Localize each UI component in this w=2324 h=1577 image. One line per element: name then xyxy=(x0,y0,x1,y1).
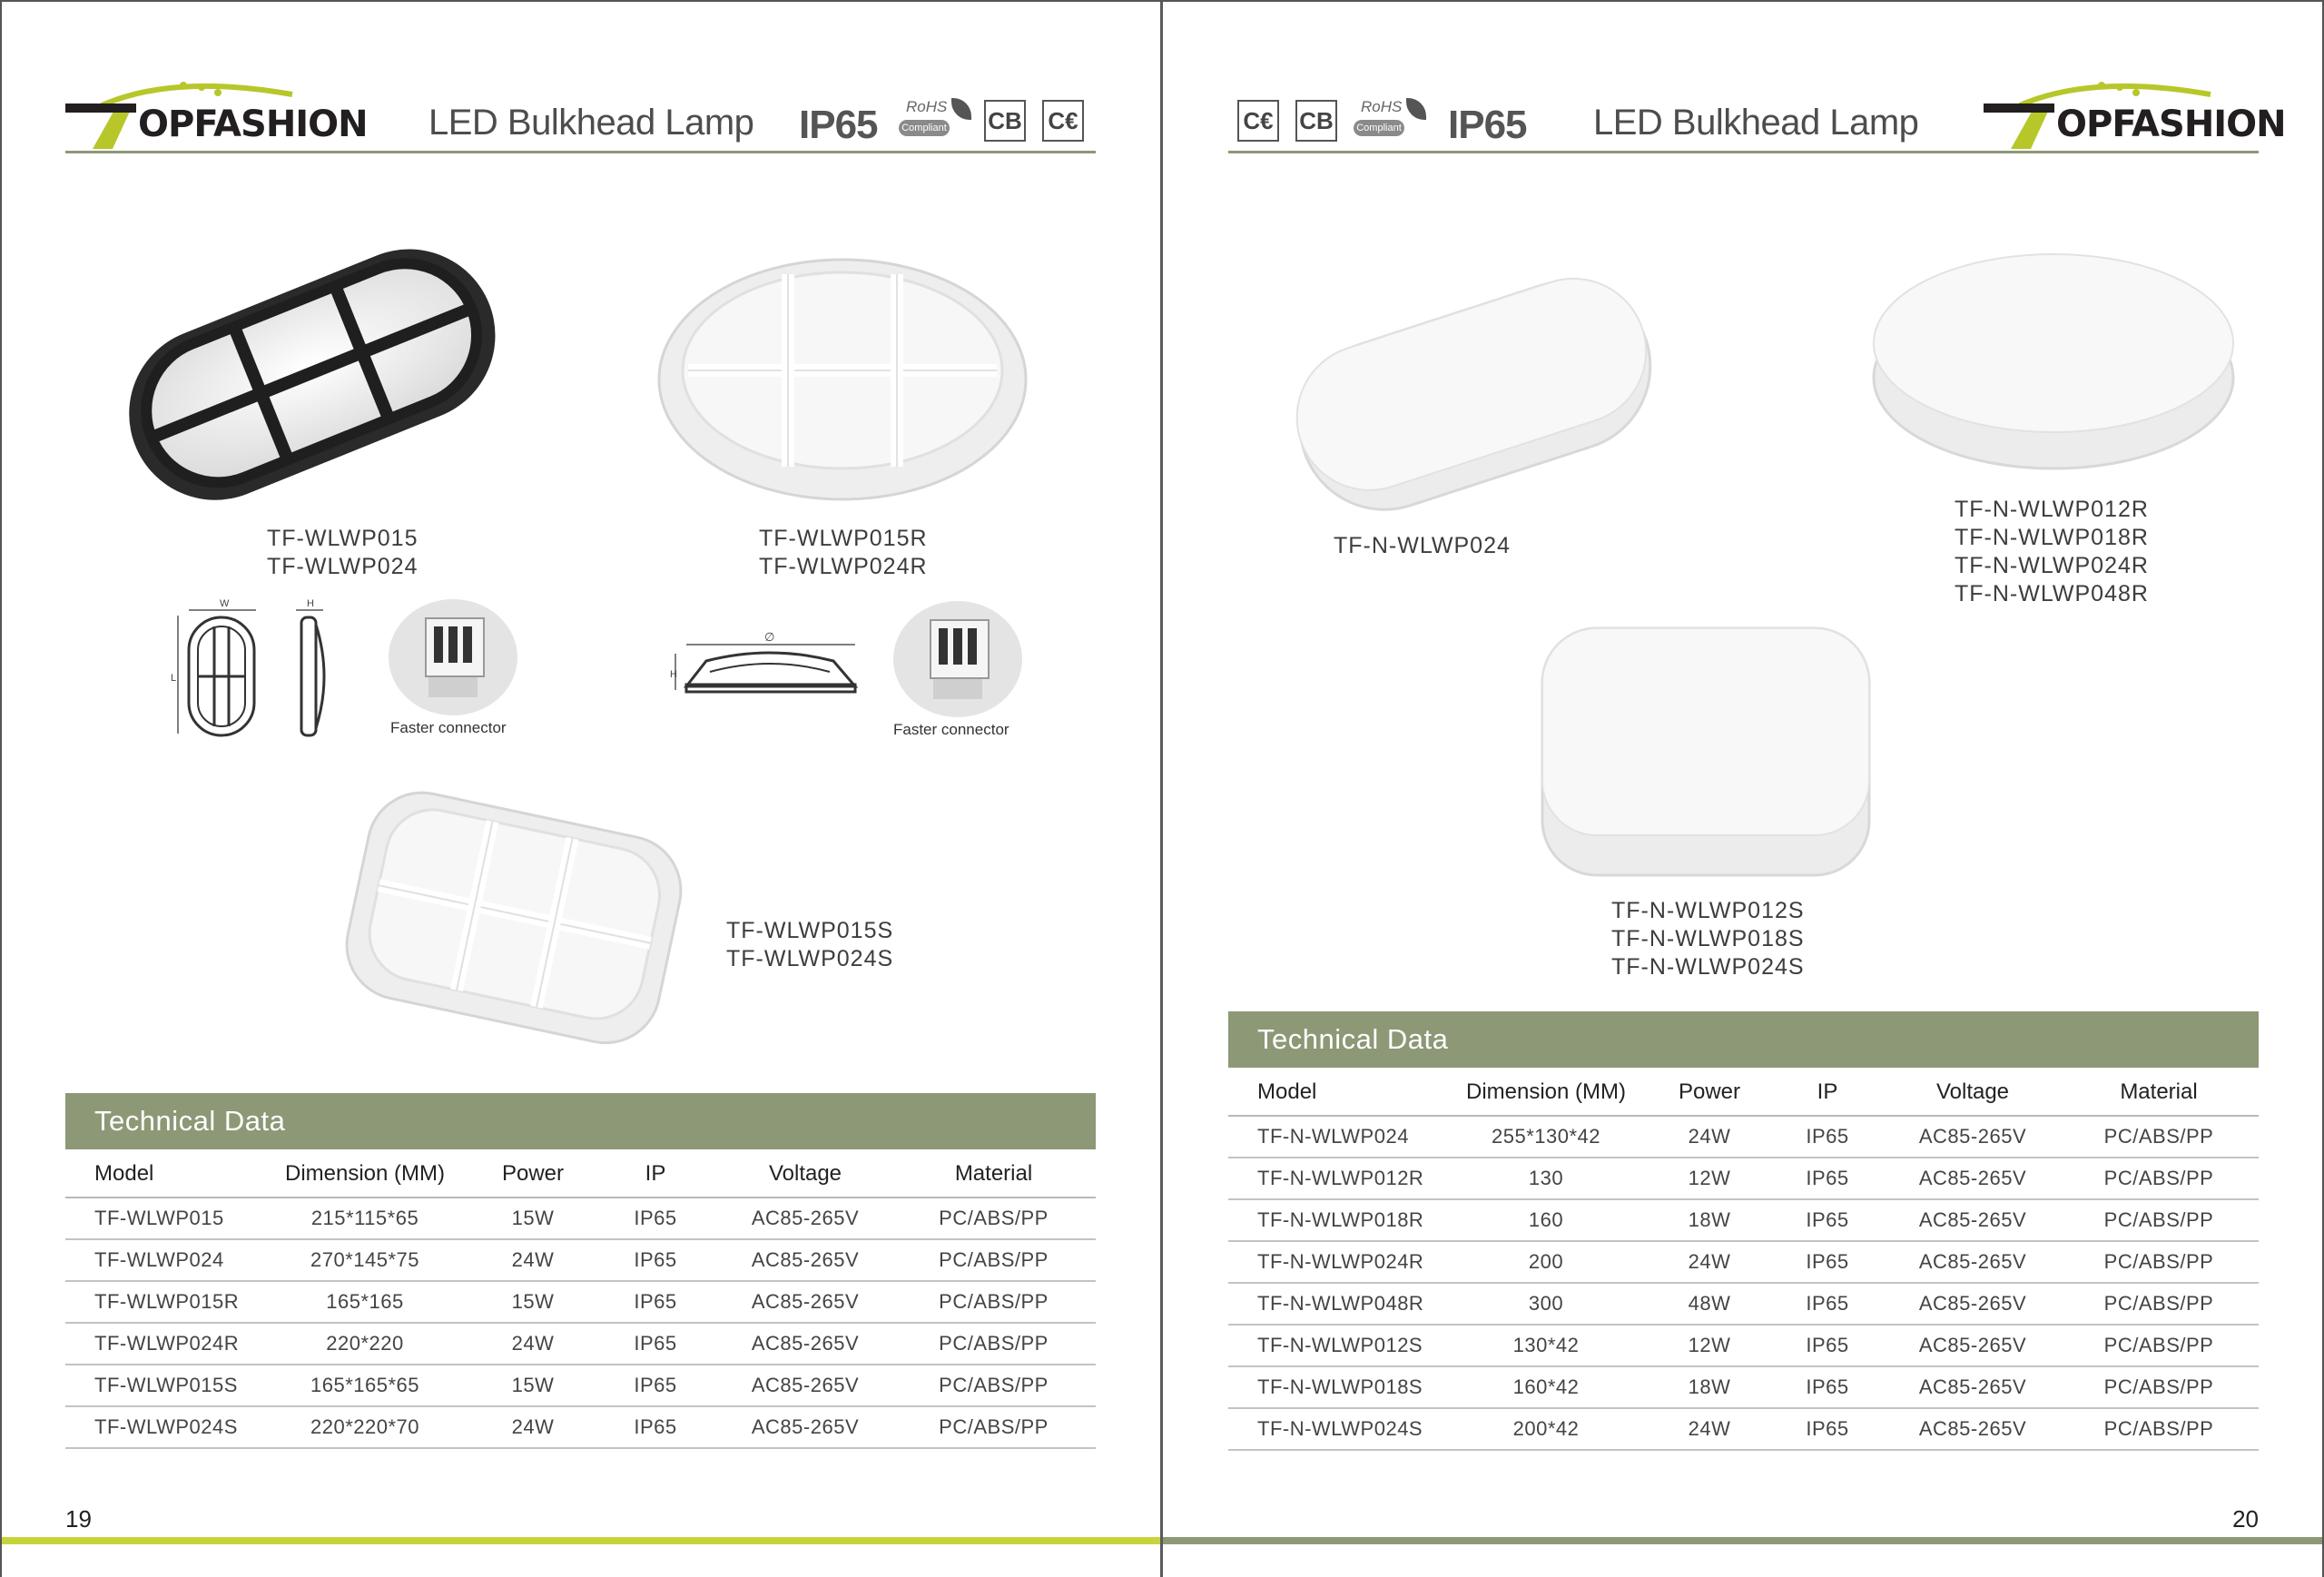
leaf-icon xyxy=(1406,98,1426,120)
table-row xyxy=(1228,1366,2259,1408)
table-cell: TF-N-WLWP018S xyxy=(1228,1366,1442,1408)
table-cell: IP65 xyxy=(1768,1199,1886,1241)
table-row xyxy=(1228,1325,2259,1366)
table-cell: 220*220 xyxy=(256,1323,474,1365)
table-cell: PC/ABS/PP xyxy=(891,1365,1096,1406)
page-number: 19 xyxy=(65,1505,92,1533)
table-cell: IP65 xyxy=(1768,1116,1886,1158)
table-cell: TF-WLWP015S xyxy=(65,1365,256,1406)
technical-data-header: Technical Data xyxy=(1228,1011,2259,1068)
table-cell: 24W xyxy=(1650,1116,1768,1158)
brand-logo xyxy=(65,78,368,151)
table-cell: TF-WLWP015R xyxy=(65,1281,256,1323)
table-cell: AC85-265V xyxy=(1886,1408,2059,1450)
table-cell: IP65 xyxy=(592,1406,719,1448)
table-cell: IP65 xyxy=(1768,1325,1886,1366)
column-header: IP xyxy=(1768,1069,1886,1116)
table-cell: AC85-265V xyxy=(1886,1366,2059,1408)
header-rule xyxy=(65,151,1096,153)
footer-bar xyxy=(0,1537,1161,1544)
table-cell: 160 xyxy=(1442,1199,1650,1241)
table-cell: 270*145*75 xyxy=(256,1239,474,1281)
dimension-diameter: ∅ xyxy=(764,630,775,644)
table-header-row xyxy=(65,1151,1096,1198)
catalog-page-19 xyxy=(0,0,1161,1577)
table-row xyxy=(65,1406,1096,1448)
product-image-oval-black xyxy=(102,225,519,507)
table-cell: 15W xyxy=(474,1281,592,1323)
product-image-round-plain xyxy=(1867,241,2240,478)
table-cell: 24W xyxy=(474,1406,592,1448)
table-cell: 12W xyxy=(1650,1325,1768,1366)
product-image-oval-white xyxy=(1279,258,1660,521)
table-cell: TF-WLWP024R xyxy=(65,1323,256,1365)
table-cell: 15W xyxy=(474,1198,592,1239)
product-caption: TF-N-WLWP024 xyxy=(1334,533,1511,558)
table-cell: 24W xyxy=(474,1239,592,1281)
column-header: Model xyxy=(65,1151,256,1198)
table-cell: PC/ABS/PP xyxy=(2059,1408,2259,1450)
table-cell: AC85-265V xyxy=(1886,1199,2059,1241)
rohs-badge xyxy=(1350,94,1428,142)
rohs-text: RoHS xyxy=(1361,98,1403,115)
table-cell: PC/ABS/PP xyxy=(891,1323,1096,1365)
table-cell: IP65 xyxy=(592,1198,719,1239)
table-cell: AC85-265V xyxy=(1886,1283,2059,1325)
table-cell: PC/ABS/PP xyxy=(2059,1158,2259,1199)
table-cell: PC/ABS/PP xyxy=(2059,1116,2259,1158)
table-cell: IP65 xyxy=(1768,1241,1886,1283)
brand-logo xyxy=(1984,78,2286,151)
table-cell: TF-WLWP024 xyxy=(65,1239,256,1281)
product-image-square-plain xyxy=(1533,616,1878,888)
table-cell: IP65 xyxy=(592,1239,719,1281)
column-header: Material xyxy=(891,1151,1096,1198)
technical-data-header: Technical Data xyxy=(65,1093,1096,1149)
product-caption: TF-WLWP015R TF-WLWP024R xyxy=(759,526,928,579)
ce-mark: C€ xyxy=(1237,100,1279,142)
table-cell: 300 xyxy=(1442,1283,1650,1325)
table-row xyxy=(1228,1199,2259,1241)
page-title: LED Bulkhead Lamp xyxy=(1593,103,1919,143)
connector-label: Faster connector xyxy=(893,721,1009,738)
table-row xyxy=(1228,1116,2259,1158)
column-header: IP xyxy=(592,1151,719,1198)
product-caption: TF-WLWP015S TF-WLWP024S xyxy=(726,918,894,971)
table-row xyxy=(1228,1158,2259,1199)
table-cell: PC/ABS/PP xyxy=(891,1281,1096,1323)
dimension-drawing-oval xyxy=(169,597,341,743)
connector-label: Faster connector xyxy=(390,719,507,736)
table-cell: AC85-265V xyxy=(719,1365,891,1406)
table-cell: IP65 xyxy=(1768,1408,1886,1450)
connector-photo xyxy=(389,599,517,715)
ip65-mark: IP65 xyxy=(1448,103,1527,147)
table-cell: 165*165*65 xyxy=(256,1365,474,1406)
product-image-round-white xyxy=(652,243,1033,507)
table-cell: AC85-265V xyxy=(719,1198,891,1239)
column-header: Voltage xyxy=(1886,1069,2059,1116)
table-row xyxy=(1228,1408,2259,1450)
product-image-square-white xyxy=(329,777,701,1050)
table-cell: 200*42 xyxy=(1442,1408,1650,1450)
table-cell: AC85-265V xyxy=(719,1281,891,1323)
table-cell: IP65 xyxy=(1768,1158,1886,1199)
table-cell: 130*42 xyxy=(1442,1325,1650,1366)
product-caption: TF-N-WLWP012R TF-N-WLWP018R TF-N-WLWP024R TF-N-WLWP048R xyxy=(1955,497,2149,606)
table-cell: PC/ABS/PP xyxy=(2059,1241,2259,1283)
table-cell: 165*165 xyxy=(256,1281,474,1323)
rohs-text: RoHS xyxy=(906,98,948,115)
table-cell: 48W xyxy=(1650,1283,1768,1325)
column-header: Voltage xyxy=(719,1151,891,1198)
technical-data-table xyxy=(1228,1069,2259,1451)
table-cell: 18W xyxy=(1650,1366,1768,1408)
table-cell: 220*220*70 xyxy=(256,1406,474,1448)
dimension-h: H xyxy=(307,598,314,609)
table-cell: 15W xyxy=(474,1365,592,1406)
table-row xyxy=(65,1365,1096,1406)
column-header: Power xyxy=(474,1151,592,1198)
table-cell: 200 xyxy=(1442,1241,1650,1283)
technical-data-table xyxy=(65,1151,1096,1449)
table-cell: TF-N-WLWP048R xyxy=(1228,1283,1442,1325)
table-cell: TF-N-WLWP024 xyxy=(1228,1116,1442,1158)
table-row xyxy=(65,1239,1096,1281)
table-cell: 24W xyxy=(1650,1408,1768,1450)
table-cell: PC/ABS/PP xyxy=(2059,1283,2259,1325)
table-cell: PC/ABS/PP xyxy=(2059,1325,2259,1366)
brand-wordmark: OPFASHION xyxy=(2056,103,2286,145)
table-cell: TF-N-WLWP012S xyxy=(1228,1325,1442,1366)
table-row xyxy=(65,1281,1096,1323)
page-number: 20 xyxy=(2232,1505,2259,1533)
dimension-w: W xyxy=(220,598,230,609)
table-cell: TF-WLWP024S xyxy=(65,1406,256,1448)
ip65-mark: IP65 xyxy=(799,103,878,147)
ce-mark: C€ xyxy=(1042,100,1084,142)
cb-mark: CB xyxy=(1295,100,1337,142)
column-header: Dimension (MM) xyxy=(256,1151,474,1198)
table-cell: AC85-265V xyxy=(719,1323,891,1365)
table-cell: AC85-265V xyxy=(719,1406,891,1448)
table-cell: AC85-265V xyxy=(719,1239,891,1281)
table-cell: TF-N-WLWP024S xyxy=(1228,1408,1442,1450)
table-row xyxy=(1228,1241,2259,1283)
brand-wordmark: OPFASHION xyxy=(138,103,368,145)
table-cell: AC85-265V xyxy=(1886,1241,2059,1283)
table-cell: AC85-265V xyxy=(1886,1325,2059,1366)
product-caption: TF-N-WLWP012S TF-N-WLWP018S TF-N-WLWP024S xyxy=(1611,898,1805,980)
dimension-l: L xyxy=(171,673,177,684)
table-row xyxy=(65,1323,1096,1365)
table-row xyxy=(65,1198,1096,1239)
catalog-page-20 xyxy=(1163,0,2324,1577)
table-cell: PC/ABS/PP xyxy=(891,1239,1096,1281)
footer-bar xyxy=(1163,1537,2324,1544)
rohs-compliant: Compliant xyxy=(899,120,950,136)
connector-photo xyxy=(893,601,1022,717)
table-cell: TF-N-WLWP024R xyxy=(1228,1241,1442,1283)
rohs-badge xyxy=(895,94,973,142)
column-header: Model xyxy=(1228,1069,1442,1116)
table-cell: IP65 xyxy=(592,1365,719,1406)
table-cell: PC/ABS/PP xyxy=(891,1406,1096,1448)
table-cell: 12W xyxy=(1650,1158,1768,1199)
leaf-icon xyxy=(951,98,971,120)
table-cell: IP65 xyxy=(592,1323,719,1365)
table-cell: 24W xyxy=(1650,1241,1768,1283)
table-cell: 160*42 xyxy=(1442,1366,1650,1408)
table-cell: 130 xyxy=(1442,1158,1650,1199)
table-row xyxy=(1228,1283,2259,1325)
table-header-row xyxy=(1228,1069,2259,1116)
table-cell: TF-N-WLWP012R xyxy=(1228,1158,1442,1199)
rohs-compliant: Compliant xyxy=(1354,120,1404,136)
table-cell: 255*130*42 xyxy=(1442,1116,1650,1158)
table-cell: 215*115*65 xyxy=(256,1198,474,1239)
dimension-drawing-round xyxy=(670,630,861,712)
column-header: Dimension (MM) xyxy=(1442,1069,1650,1116)
table-cell: PC/ABS/PP xyxy=(2059,1366,2259,1408)
table-cell: IP65 xyxy=(1768,1283,1886,1325)
table-cell: PC/ABS/PP xyxy=(2059,1199,2259,1241)
table-cell: PC/ABS/PP xyxy=(891,1198,1096,1239)
table-cell: AC85-265V xyxy=(1886,1116,2059,1158)
table-cell: TF-N-WLWP018R xyxy=(1228,1199,1442,1241)
table-cell: AC85-265V xyxy=(1886,1158,2059,1199)
table-cell: 18W xyxy=(1650,1199,1768,1241)
cb-mark: CB xyxy=(984,100,1026,142)
column-header: Power xyxy=(1650,1069,1768,1116)
table-cell: 24W xyxy=(474,1323,592,1365)
table-cell: IP65 xyxy=(1768,1366,1886,1408)
table-cell: TF-WLWP015 xyxy=(65,1198,256,1239)
dimension-h: H xyxy=(670,669,677,680)
column-header: Material xyxy=(2059,1069,2259,1116)
page-title: LED Bulkhead Lamp xyxy=(428,103,754,143)
product-caption: TF-WLWP015 TF-WLWP024 xyxy=(267,526,419,579)
header-rule xyxy=(1228,151,2259,153)
table-cell: IP65 xyxy=(592,1281,719,1323)
